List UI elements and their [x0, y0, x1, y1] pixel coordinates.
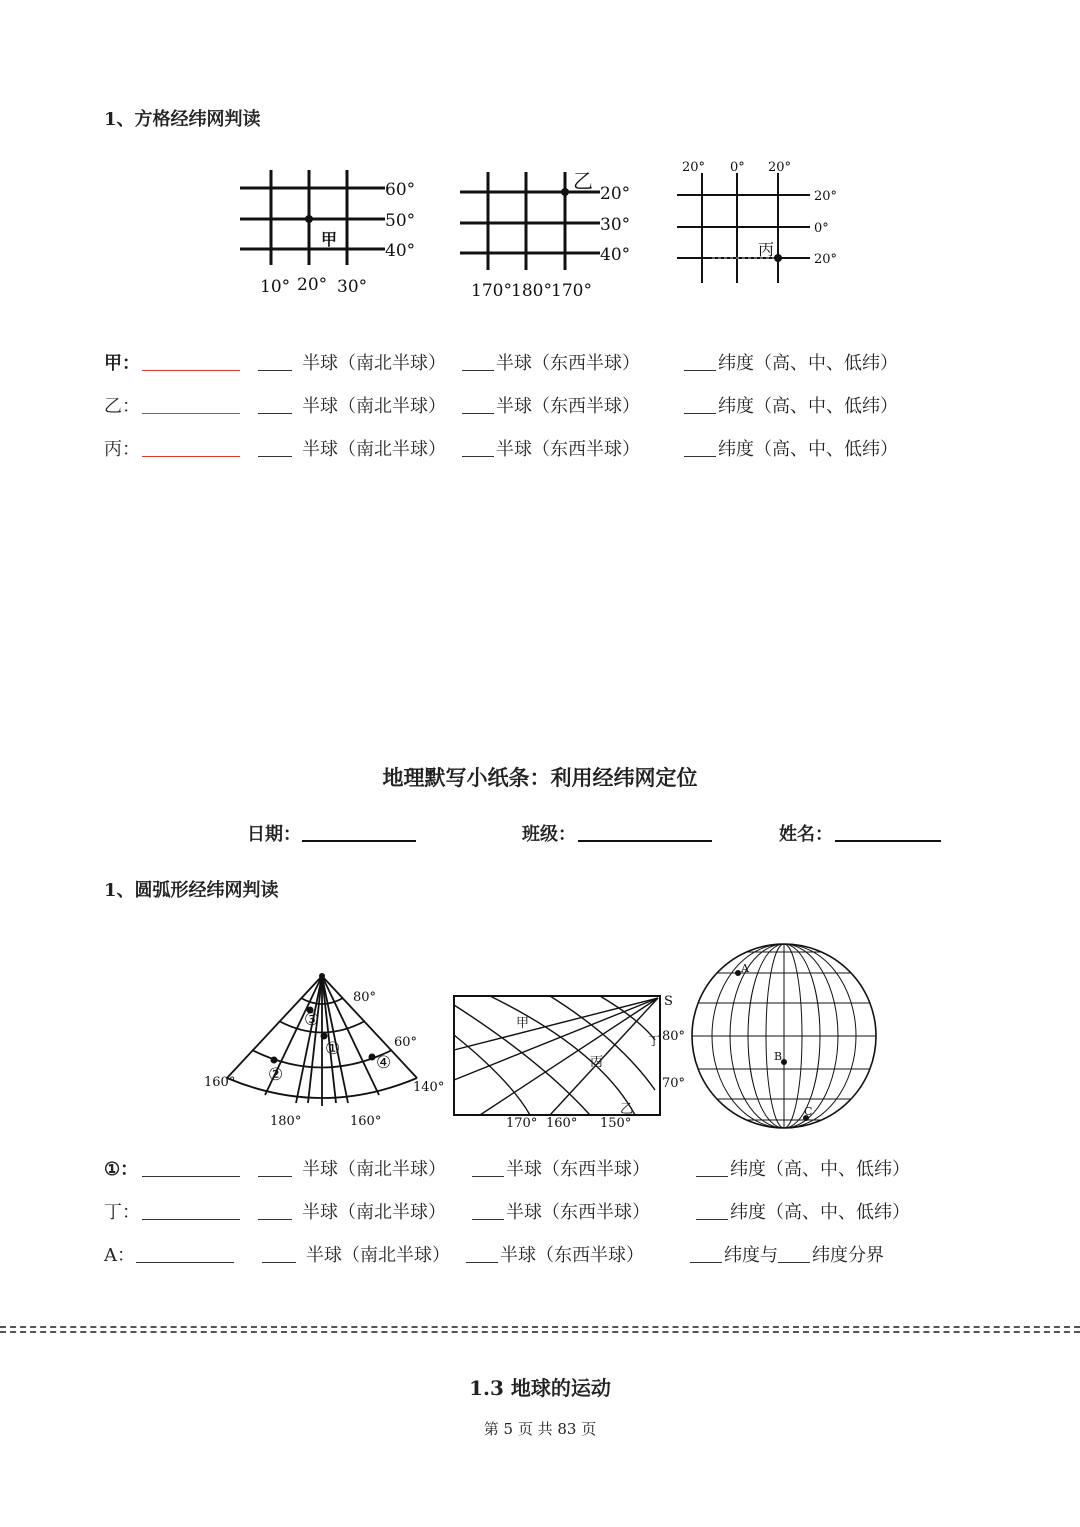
lon-label: 30° [337, 277, 368, 297]
answer-blank[interactable] [142, 1219, 240, 1220]
lat-label: 50° [385, 211, 416, 231]
answer-blank[interactable] [262, 1262, 296, 1263]
polar-point: 丁 [648, 1034, 661, 1048]
section-heading: 1、圆弧形经纬网判读 [104, 880, 279, 901]
question-label: 丁： [104, 1202, 140, 1223]
lat-label: 20° [814, 189, 838, 204]
hemisphere-ns-text: 半球（南北半球） [302, 439, 446, 460]
class-field[interactable] [578, 840, 712, 842]
answer-blank[interactable] [258, 370, 292, 371]
question-label: A： [104, 1245, 135, 1266]
answer-blank[interactable] [472, 1219, 504, 1220]
globe-graticule-diagram [688, 940, 888, 1135]
fan-point: ① [325, 1039, 341, 1059]
cut-line [0, 1326, 1080, 1328]
grid-diagram-2 [455, 160, 655, 300]
hemisphere-ns-text: 半球（南北半球） [302, 1202, 446, 1223]
answer-blank[interactable] [466, 1262, 498, 1263]
lon-label: 10° [260, 277, 291, 297]
fan-label: 80° [353, 990, 377, 1005]
question-row [104, 1201, 924, 1225]
lat-zone-text: 纬度（高、中、低纬） [718, 353, 898, 374]
question-row [104, 1244, 924, 1268]
question-label: 甲： [104, 353, 140, 374]
hemisphere-ns-text: 半球（南北半球） [306, 1245, 450, 1266]
hemisphere-ns-text: 半球（南北半球） [302, 396, 446, 417]
lon-label: 170° [471, 281, 512, 301]
polar-point: 丙 [590, 1055, 604, 1070]
hemisphere-ew-text: 半球（东西半球） [506, 1159, 650, 1180]
fan-label: 160° [350, 1114, 382, 1129]
lon-label: 20° [682, 160, 706, 175]
answer-blank[interactable] [142, 1176, 240, 1177]
answer-blank[interactable] [142, 456, 240, 457]
polar-label: 160° [546, 1116, 578, 1131]
lat-label: 60° [385, 180, 416, 200]
name-field[interactable] [835, 840, 941, 842]
answer-blank[interactable] [462, 413, 494, 414]
grid-diagram-3 [672, 155, 872, 295]
lat-label: 20° [814, 252, 838, 267]
lat-zone-text: 纬度（高、中、低纬） [730, 1202, 910, 1223]
section-heading: 1、方格经纬网判读 [104, 109, 261, 130]
answer-blank[interactable] [258, 1219, 292, 1220]
lat-zone-text: 纬度（高、中、低纬） [730, 1159, 910, 1180]
answer-blank[interactable] [684, 413, 716, 414]
answer-blank[interactable] [258, 413, 292, 414]
point-marker [561, 188, 569, 196]
polar-point: 乙 [620, 1102, 634, 1117]
point-marker [774, 254, 782, 262]
polar-graticule-diagram [450, 990, 690, 1130]
polar-label: S [664, 994, 673, 1009]
question-label: 丙： [104, 439, 140, 460]
answer-blank[interactable] [462, 370, 494, 371]
polar-label: 70° [662, 1076, 686, 1091]
answer-blank[interactable] [684, 456, 716, 457]
cut-line [0, 1331, 1080, 1333]
hemisphere-ns-text: 半球（南北半球） [302, 353, 446, 374]
worksheet-title: 地理默写小纸条：利用经纬网定位 [382, 765, 698, 790]
date-label: 日期： [247, 824, 301, 845]
answer-blank[interactable] [142, 370, 240, 371]
fan-graticule-diagram [200, 970, 450, 1135]
fan-label: 60° [394, 1035, 418, 1050]
answer-blank[interactable] [142, 413, 240, 414]
fan-point: ④ [376, 1053, 392, 1073]
polar-point: 甲 [516, 1016, 530, 1031]
point-label: 丙 [758, 240, 775, 259]
class-label: 班级： [522, 824, 576, 845]
answer-blank[interactable] [778, 1262, 810, 1263]
lat-zone-text-2: 纬度分界 [812, 1245, 884, 1266]
answer-blank[interactable] [696, 1219, 728, 1220]
answer-blank[interactable] [696, 1176, 728, 1177]
lat-zone-text: 纬度与 [724, 1245, 778, 1266]
answer-blank[interactable] [258, 456, 292, 457]
lat-label: 30° [600, 215, 631, 235]
lat-label: 0° [814, 221, 829, 236]
hemisphere-ew-text: 半球（东西半球） [506, 1202, 650, 1223]
globe-point: C [804, 1105, 813, 1118]
hemisphere-ew-text: 半球（东西半球） [496, 396, 640, 417]
question-row [104, 1158, 924, 1182]
answer-blank[interactable] [684, 370, 716, 371]
lat-zone-text: 纬度（高、中、低纬） [718, 396, 898, 417]
question-row [104, 395, 924, 419]
answer-blank[interactable] [690, 1262, 722, 1263]
hemisphere-ew-text: 半球（东西半球） [496, 353, 640, 374]
point-marker [305, 215, 313, 223]
lat-label: 40° [385, 241, 416, 261]
answer-blank[interactable] [136, 1262, 234, 1263]
grid-diagram-1 [235, 160, 435, 300]
lon-label: 20° [768, 160, 792, 175]
question-label: ①： [104, 1159, 139, 1180]
lat-label: 20° [600, 184, 631, 204]
lon-label: 180° [511, 281, 552, 301]
chapter-title: 1.3 地球的运动 [469, 1376, 611, 1400]
globe-point: A [741, 962, 749, 975]
fan-label: 180° [270, 1114, 302, 1129]
fan-label: 140° [413, 1080, 445, 1095]
lon-label: 170° [551, 281, 592, 301]
question-row [104, 438, 924, 462]
name-label: 姓名： [779, 824, 833, 845]
globe-point: B [774, 1050, 783, 1063]
question-label: 乙： [104, 396, 140, 417]
fan-point: ③ [304, 1010, 320, 1030]
date-field[interactable] [302, 840, 416, 842]
lat-zone-text: 纬度（高、中、低纬） [718, 439, 898, 460]
point-label: 甲 [321, 230, 338, 249]
polar-label: 150° [600, 1116, 632, 1131]
hemisphere-ew-text: 半球（东西半球） [500, 1245, 644, 1266]
question-row [104, 352, 924, 376]
fan-point: ② [268, 1065, 284, 1085]
answer-blank[interactable] [472, 1176, 504, 1177]
lon-label: 0° [730, 160, 745, 175]
hemisphere-ns-text: 半球（南北半球） [302, 1159, 446, 1180]
answer-blank[interactable] [258, 1176, 292, 1177]
polar-label: 80° [662, 1029, 686, 1044]
point-label: 乙 [573, 169, 593, 193]
page-number: 第 5 页 共 83 页 [483, 1420, 597, 1438]
hemisphere-ew-text: 半球（东西半球） [496, 439, 640, 460]
fan-label: 160° [204, 1075, 236, 1090]
polar-label: 170° [506, 1116, 538, 1131]
lat-label: 40° [600, 245, 631, 265]
lon-label: 20° [297, 275, 328, 295]
answer-blank[interactable] [462, 456, 494, 457]
